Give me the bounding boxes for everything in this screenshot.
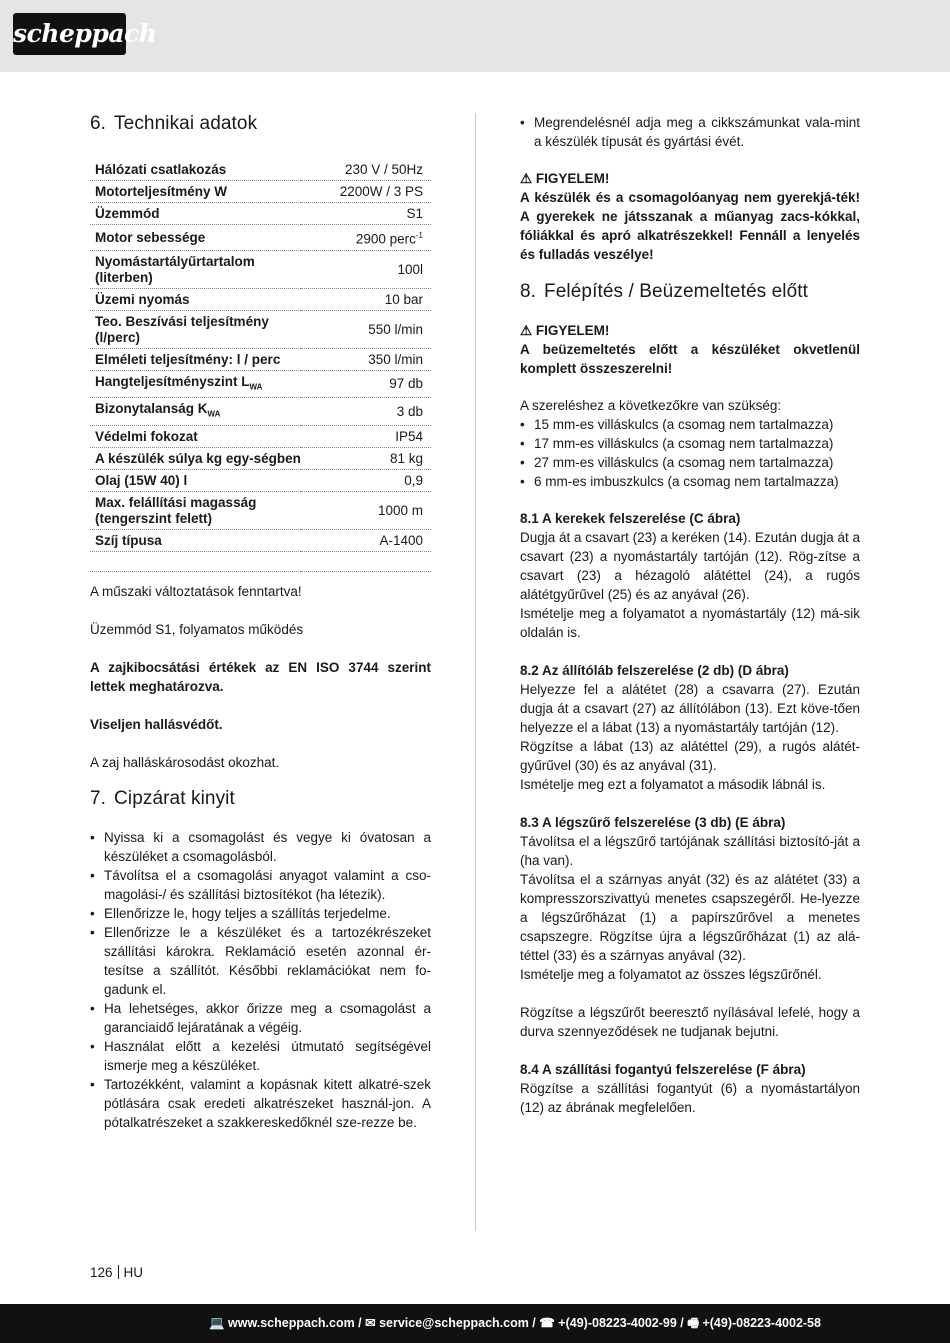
tools-intro: A szereléshez a következőkre van szükség: (520, 398, 782, 413)
spec-row (90, 288, 431, 310)
section-8-1-text-2: Ismételje meg a folyamatot a nyomástartály (12) má-sik oldalán is. (520, 606, 860, 640)
list-item: • Ellenőrizze le, hogy teljes a szállítás terjedelme. (90, 904, 431, 923)
spec-key (90, 447, 301, 469)
spec-key (90, 181, 301, 203)
spec-value (301, 398, 431, 426)
section-7-number: 7. (90, 787, 107, 809)
section-8-heading (520, 281, 860, 303)
footer-contact-text: 💻 www.scheppach.com / ✉ service@scheppach.com / ☎ +(49)-08223-4002-99 / 🖷 +(49)-08223-4002-58 (209, 1316, 821, 1330)
note-operating-mode: Üzemmód S1, folyamatos működés (90, 621, 304, 637)
spec-key-subscript: WA (207, 409, 221, 419)
note-technical-changes: A műszaki változtatások fenntartva! (90, 583, 302, 599)
spec-key (90, 225, 301, 251)
spec-value (301, 348, 431, 370)
right-column (520, 113, 860, 1117)
warning-1-text: A készülék és a csomagolóanyag nem gyerekjá-ték! A gyerekek ne játsszanak a műanyag zacs-kókkal, fóliákkal és apró alkatrészekkel! Fennáll a lenyelés és fulladás veszélye! (520, 190, 860, 262)
spec-row (90, 491, 431, 529)
column-divider (475, 113, 476, 1231)
spec-value (301, 225, 431, 251)
spec-value-text: 2200W / 3 PS (339, 184, 423, 199)
spec-key (90, 469, 301, 491)
spec-key-text: Motor sebessége (95, 229, 206, 245)
spec-value (301, 491, 431, 529)
spec-key-text: Szíj típusa (95, 532, 162, 548)
spec-value-text: 100l (397, 261, 423, 277)
page-number-value: 126 (90, 1265, 113, 1280)
warning-2-text: A beüzemeltetés előtt a készüléket okvetlenül komplett összeszerelni! (520, 342, 860, 376)
spec-row (90, 469, 431, 491)
spec-row (90, 159, 431, 181)
section-8-3-text-4: Rögzítse a légszűrőt beeresztő nyílásával lefelé, hogy a durva szennyeződések ne tudjanak bejutni. (520, 1005, 860, 1039)
spec-value (301, 181, 431, 203)
spec-value (301, 447, 431, 469)
spec-value (301, 159, 431, 181)
spec-value-text: 2900 perc (355, 231, 416, 247)
spec-row (90, 370, 431, 398)
page-number (90, 1265, 143, 1280)
list-item: • Távolítsa el a csomagolási anyagot valamint a cso-magolási-/ és szállítási biztosítékot (ha létezik). (90, 866, 431, 904)
spec-value-text: S1 (406, 206, 423, 221)
spec-key-text: Hálózati csatlakozás (95, 162, 227, 177)
section-8-title: Felépítés / Beüzemeltetés előtt (544, 281, 809, 302)
section-6-heading (90, 113, 431, 135)
spec-value (301, 469, 431, 491)
spec-value-text: 0,9 (404, 472, 423, 488)
spec-value-text: 1000 m (377, 502, 423, 518)
section-7-title: Cipzárat kinyit (114, 787, 235, 809)
spec-key (90, 529, 301, 551)
spec-key (90, 288, 301, 310)
spec-value (301, 203, 431, 225)
spec-row (90, 447, 431, 469)
list-item: • Tartozékként, valamint a kopásnak kitett alkatré-szek pótlására csak eredeti alkatrészeket használ-jon. A pótalkatrészeket a szakkereskedőknél sze-rezze be. (90, 1075, 431, 1132)
section-8-3-text: Távolítsa el a légszűrő tartójának szállítási biztosító-ját a (ha van). (520, 834, 860, 868)
list-item: • Ha lehetséges, akkor őrizze meg a csomagolást a garanciaidő lejáratának a végéig. (90, 999, 431, 1037)
spec-value-text: 550 l/min (368, 321, 423, 337)
note-hearing-protection: Viseljen hallásvédőt. (90, 716, 223, 732)
list-item: • 27 mm-es villáskulcs (a csomag nem tartalmazza) (520, 453, 860, 472)
spec-value-text: 3 db (396, 404, 423, 420)
section-6-title: Technikai adatok (114, 113, 258, 134)
left-column (90, 113, 431, 1132)
list-item: • Nyissa ki a csomagolást és vegye ki óvatosan a készüléket a csomagolásból. (90, 828, 431, 866)
spec-value (301, 288, 431, 310)
spec-row (90, 310, 431, 348)
spec-key-text: Teo. Beszívási teljesítmény (l/perc) (95, 313, 269, 345)
list-item: • Ellenőrizze le a készüléket és a tartozékrészeket szállítási károkra. Reklamáció esetén azonnal ér-tesítse a szállítót. Későbbi reklamációkat nem fo-gadunk el. (90, 923, 431, 999)
spec-row (90, 348, 431, 370)
spec-key (90, 491, 301, 529)
spec-key-text: Olaj (15W 40) l (95, 472, 188, 488)
order-list (520, 113, 860, 151)
note-noise-standard: A zajkibocsátási értékek az EN ISO 3744 szerint lettek meghatározva. (90, 659, 431, 694)
spec-key (90, 425, 301, 447)
spec-key-text: Hangteljesítményszint L (95, 373, 250, 389)
page-language: HU (123, 1265, 144, 1280)
spec-row (90, 203, 431, 225)
spec-key (90, 398, 301, 426)
spec-value-text: IP54 (395, 428, 423, 444)
warning-2-title: ⚠ FIGYELEM! (520, 323, 610, 338)
section-8-2-text-3: Ismételje meg ezt a folyamatot a második lábnál is. (520, 777, 826, 792)
page-separator (118, 1265, 119, 1279)
section-8-1-text: Dugja át a csavart (23) a keréken (14). Ezután dugja át a csavart (23) a nyomástartály tartóján (12). Rög-zítse a csavart (23) a hézagoló alátéttel (24), a rugós alátétgyűrűvel (25) és az anyával (26). (520, 530, 860, 602)
spec-key-text: Védelmi fokozat (95, 428, 198, 444)
spec-row (90, 398, 431, 426)
section-8-number: 8. (520, 281, 537, 302)
section-8-1-title: 8.1 A kerekek felszerelése (C ábra) (520, 511, 741, 526)
spec-value (301, 370, 431, 398)
tools-list (520, 415, 860, 491)
spec-value (301, 250, 431, 288)
spec-key (90, 348, 301, 370)
list-item: • 17 mm-es villáskulcs (a csomag nem tartalmazza) (520, 434, 860, 453)
unpack-list (90, 828, 431, 1132)
spec-value (301, 310, 431, 348)
spec-key (90, 159, 301, 181)
spec-row-empty (90, 551, 431, 571)
spec-key-text: Elméleti teljesítmény: l / perc (95, 351, 281, 367)
spec-value-text: A-1400 (379, 532, 423, 548)
spec-value-text: 10 bar (384, 291, 423, 307)
spec-key (90, 370, 301, 398)
section-8-2-title: 8.2 Az állítóláb felszerelése (2 db) (D ábra) (520, 663, 789, 678)
note-hearing-damage: A zaj halláskárosodást okozhat. (90, 754, 280, 770)
spec-table (90, 159, 431, 572)
spec-row (90, 529, 431, 551)
spec-empty-cell (301, 551, 431, 571)
warning-1-title: ⚠ FIGYELEM! (520, 171, 610, 186)
spec-key (90, 203, 301, 225)
spec-value-superscript: -1 (415, 231, 423, 240)
section-8-4-title: 8.4 A szállítási fogantyú felszerelése (F ábra) (520, 1062, 806, 1077)
spec-key (90, 250, 301, 288)
spec-key (90, 310, 301, 348)
spec-value (301, 529, 431, 551)
spec-row (90, 181, 431, 203)
spec-key-text: Bizonytalanság K (95, 401, 208, 417)
section-8-4-text: Rögzítse a szállítási fogantyút (6) a nyomástartályon (12) az ábrának megfelelően. (520, 1081, 860, 1115)
spec-value (301, 425, 431, 447)
section-7-heading (90, 788, 431, 810)
spec-row (90, 225, 431, 251)
spec-empty-cell (90, 551, 301, 571)
section-8-3-title: 8.3 A légszűrő felszerelése (3 db) (E ábra) (520, 815, 786, 830)
section-6-number: 6. (90, 113, 107, 134)
list-item: • Használat előtt a kezelési útmutató segítségével ismerje meg a készüléket. (90, 1037, 431, 1075)
scheppach-logo: scheppach (13, 13, 126, 55)
spec-key-text: Motorteljesítmény W (95, 184, 228, 199)
list-item: • 15 mm-es villáskulcs (a csomag nem tartalmazza) (520, 415, 860, 434)
spec-key-text: Üzemi nyomás (95, 291, 190, 307)
spec-value-text: 97 db (389, 376, 423, 392)
section-8-3-text-2: Távolítsa el a szárnyas anyát (32) és az alátétet (33) a kompresszorszivattyú menetes csapszegéről. He-lyezze a légszűrőházat (1) a papírszűrővel a menetes csapszegre. Rögzítse újra a légszűrőházat (1) az alá-téttel (33) és a szárnyas anyával (32). (520, 872, 860, 963)
spec-key-text: Nyomástartályűrtartalom (literben) (95, 253, 255, 285)
list-item: • 6 mm-es imbuszkulcs (a csomag nem tartalmazza) (520, 472, 860, 491)
section-8-2-text: Helyezze fel a alátétet (28) a csavarra (27). Ezután dugja át a csavart (27) az állítólábon (13). Ezt köve-tően helyezze el a lábat (13) a nyomástartály tartóján (12). (520, 682, 860, 735)
spec-key-subscript: WA (249, 382, 263, 392)
spec-row (90, 250, 431, 288)
top-bar (0, 0, 950, 72)
spec-key-text: A készülék súlya kg egy-ségben (95, 450, 301, 466)
spec-value-text: 230 V / 50Hz (344, 162, 423, 177)
section-8-2-text-2: Rögzítse a lábat (13) az alátéttel (29), a rugós alátét-gyűrűvel (30) és az anyával (31). (520, 739, 860, 773)
section-8-3-text-3: Ismételje meg a folyamatot az összes légszűrőnél. (520, 967, 822, 982)
spec-value-text: 350 l/min (368, 351, 423, 367)
spec-key-text: Üzemmód (95, 206, 160, 221)
spec-row (90, 425, 431, 447)
spec-key-text: Max. felállítási magasság (tengerszint felett) (95, 494, 257, 526)
spec-value-text: 81 kg (389, 450, 423, 466)
footer-contact-bar (0, 1304, 950, 1343)
list-item: • Megrendelésnél adja meg a cikkszámunkat vala-mint a készülék típusát és gyártási évét. (520, 113, 860, 151)
